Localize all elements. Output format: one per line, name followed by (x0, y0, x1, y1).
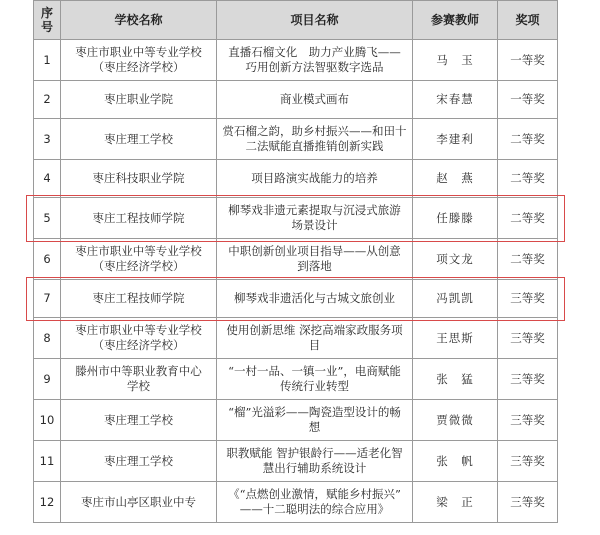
table-row (34, 198, 558, 239)
row-school-cell: 枣庄市职业中等专业学校 （枣庄经济学校） (61, 318, 217, 359)
row-teacher-cell: 李建利 (413, 119, 498, 160)
row-teacher-cell: 任滕滕 (413, 198, 498, 239)
row-teacher-cell: 赵 燕 (413, 160, 498, 198)
row-school-cell: 枣庄理工学校 (61, 119, 217, 160)
table-row (34, 482, 558, 523)
row-school-cell: 枣庄职业学院 (61, 81, 217, 119)
row-teacher-cell: 项文龙 (413, 239, 498, 280)
row-seq-cell: 3 (34, 119, 61, 160)
row-teacher-cell: 冯凯凯 (413, 280, 498, 318)
awards-table-container (33, 0, 557, 523)
row-seq-cell: 5 (34, 198, 61, 239)
row-project-cell: 柳琴戏非遗元素提取与沉浸式旅游 场景设计 (217, 198, 413, 239)
row-project-cell: 项目路演实战能力的培养 (217, 160, 413, 198)
row-school-cell: 枣庄理工学校 (61, 400, 217, 441)
row-teacher-cell: 王思斯 (413, 318, 498, 359)
row-project-cell: “榴”光溢彩——陶瓷造型设计的畅 想 (217, 400, 413, 441)
header-award: 奖项 (498, 1, 558, 40)
row-award-cell: 一等奖 (498, 40, 558, 81)
row-project-cell: “一村一品、一镇一业”，电商赋能 传统行业转型 (217, 359, 413, 400)
row-seq-cell: 10 (34, 400, 61, 441)
row-school-cell: 枣庄工程技师学院 (61, 280, 217, 318)
row-award-cell: 二等奖 (498, 119, 558, 160)
row-project-cell: 赏石榴之韵，助乡村振兴——和田十 二法赋能直播推销创新实践 (217, 119, 413, 160)
row-seq-cell: 8 (34, 318, 61, 359)
row-seq-cell: 12 (34, 482, 61, 523)
row-school-cell: 枣庄市职业中等专业学校 （枣庄经济学校） (61, 239, 217, 280)
row-school-cell: 枣庄科技职业学院 (61, 160, 217, 198)
row-teacher-cell: 梁 正 (413, 482, 498, 523)
table-row (34, 239, 558, 280)
row-seq-cell: 9 (34, 359, 61, 400)
table-row (34, 359, 558, 400)
table-row (34, 119, 558, 160)
row-project-cell: 柳琴戏非遗活化与古城文旅创业 (217, 280, 413, 318)
table-row (34, 318, 558, 359)
row-school-cell: 枣庄工程技师学院 (61, 198, 217, 239)
row-award-cell: 三等奖 (498, 359, 558, 400)
table-row (34, 400, 558, 441)
row-project-cell: 《“点燃创业激情，赋能乡村振兴” ——十二聪明法的综合应用》 (217, 482, 413, 523)
header-teacher: 参赛教师 (413, 1, 498, 40)
row-teacher-cell: 贾微微 (413, 400, 498, 441)
row-teacher-cell: 张 猛 (413, 359, 498, 400)
row-teacher-cell: 宋春慧 (413, 81, 498, 119)
table-header-row (34, 1, 558, 40)
header-seq: 序 号 (34, 1, 61, 40)
row-award-cell: 三等奖 (498, 318, 558, 359)
row-award-cell: 二等奖 (498, 198, 558, 239)
header-project: 项目名称 (217, 1, 413, 40)
row-teacher-cell: 张 帆 (413, 441, 498, 482)
row-award-cell: 二等奖 (498, 160, 558, 198)
table-row (34, 160, 558, 198)
row-project-cell: 职教赋能 智护银龄行——适老化智 慧出行辅助系统设计 (217, 441, 413, 482)
row-award-cell: 三等奖 (498, 280, 558, 318)
row-award-cell: 三等奖 (498, 482, 558, 523)
row-project-cell: 直播石榴文化 助力产业腾飞—— 巧用创新方法智驱数字选品 (217, 40, 413, 81)
table-row (34, 40, 558, 81)
row-award-cell: 一等奖 (498, 81, 558, 119)
table-row (34, 81, 558, 119)
row-project-cell: 商业模式画布 (217, 81, 413, 119)
row-seq-cell: 6 (34, 239, 61, 280)
row-seq-cell: 1 (34, 40, 61, 81)
row-project-cell: 使用创新思维 深挖高端家政服务项 目 (217, 318, 413, 359)
row-school-cell: 枣庄市山亭区职业中专 (61, 482, 217, 523)
row-award-cell: 三等奖 (498, 400, 558, 441)
row-seq-cell: 2 (34, 81, 61, 119)
row-seq-cell: 7 (34, 280, 61, 318)
header-school: 学校名称 (61, 1, 217, 40)
table-row (34, 441, 558, 482)
row-award-cell: 二等奖 (498, 239, 558, 280)
row-school-cell: 枣庄市职业中等专业学校 （枣庄经济学校） (61, 40, 217, 81)
row-award-cell: 三等奖 (498, 441, 558, 482)
row-seq-cell: 4 (34, 160, 61, 198)
row-school-cell: 枣庄理工学校 (61, 441, 217, 482)
row-teacher-cell: 马 玉 (413, 40, 498, 81)
row-school-cell: 滕州市中等职业教育中心 学校 (61, 359, 217, 400)
row-project-cell: 中职创新创业项目指导——从创意 到落地 (217, 239, 413, 280)
awards-table (33, 0, 558, 523)
table-row (34, 280, 558, 318)
row-seq-cell: 11 (34, 441, 61, 482)
